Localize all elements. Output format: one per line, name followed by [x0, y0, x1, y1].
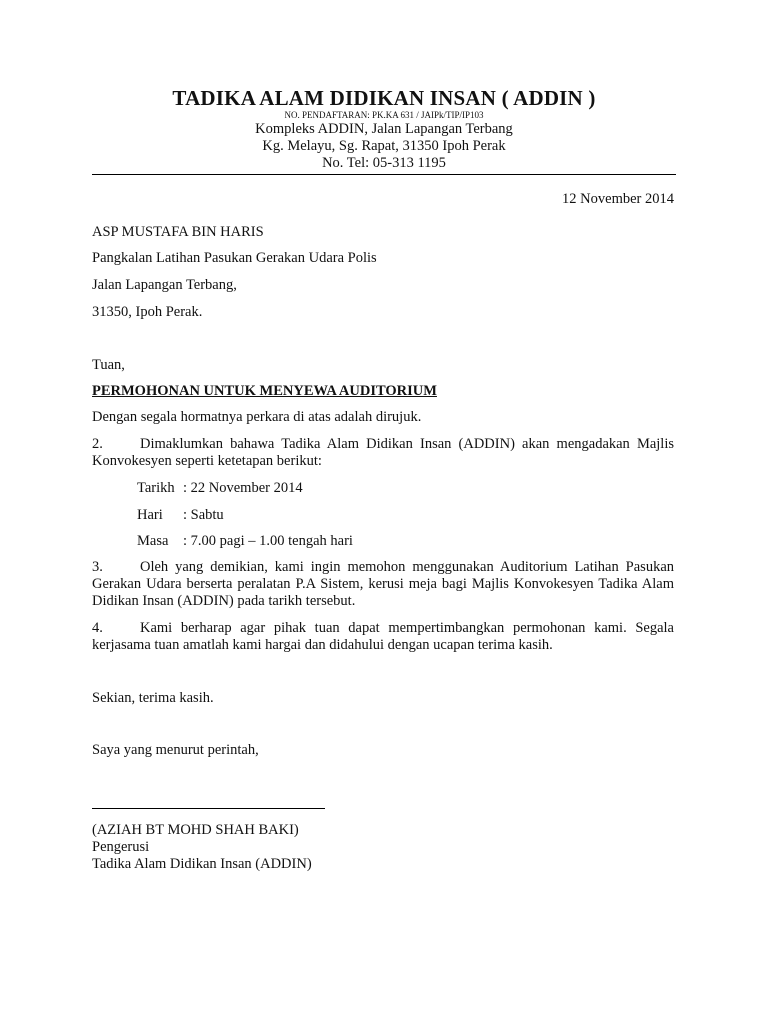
paragraph-2-number: 2. [92, 436, 103, 452]
recipient-line-1: Pangkalan Latihan Pasukan Gerakan Udara Polis [92, 250, 377, 266]
signatory-position: Pengerusi [92, 839, 150, 855]
detail-day-label: Hari [137, 507, 163, 523]
paragraph-3-number: 3. [92, 559, 103, 575]
registration-number: NO. PENDAFTARAN: PK.KA 631 / JAIPk/TIP/IP103 [284, 110, 484, 120]
signoff-text: Saya yang menurut perintah, [92, 742, 259, 758]
detail-day-value: : Sabtu [183, 507, 224, 523]
intro-paragraph: Dengan segala hormatnya perkara di atas adalah dirujuk. [92, 409, 422, 425]
detail-row-day [137, 507, 224, 524]
recipient-line-2: Jalan Lapangan Terbang, [92, 277, 237, 293]
paragraph-4-number: 4. [92, 620, 103, 636]
letter-date: 12 November 2014 [562, 191, 674, 207]
paragraph-3 [92, 559, 674, 610]
address-line-1: Kompleks ADDIN, Jalan Lapangan Terbang [255, 121, 513, 137]
closing-text: Sekian, terima kasih. [92, 690, 214, 706]
detail-date-label: Tarikh [137, 480, 175, 496]
paragraph-2-text: Dimaklumkan bahawa Tadika Alam Didikan Insan (ADDIN) akan mengadakan Majlis Konvokesyen seperti ketetapan berikut: [92, 436, 674, 469]
paragraph-4-text: Kami berharap agar pihak tuan dapat mempertimbangkan permohonan kami. Segala kerjasama tuan amatlah kami hargai dan didahului dengan ucapan terima kasih. [92, 620, 674, 653]
salutation: Tuan, [92, 357, 125, 373]
detail-date-value: : 22 November 2014 [183, 480, 303, 496]
paragraph-4 [92, 620, 674, 654]
detail-time-label: Masa [137, 533, 169, 549]
recipient-name: ASP MUSTAFA BIN HARIS [92, 224, 264, 240]
paragraph-2 [92, 436, 674, 470]
signature-line [92, 808, 325, 809]
recipient-line-3: 31350, Ipoh Perak. [92, 304, 203, 320]
detail-row-date [137, 480, 303, 497]
phone-number: No. Tel: 05-313 1195 [322, 155, 446, 171]
detail-row-time [137, 533, 353, 550]
letterhead-title: TADIKA ALAM DIDIKAN INSAN ( ADDIN ) [172, 86, 596, 110]
address-line-2: Kg. Melayu, Sg. Rapat, 31350 Ipoh Perak [262, 138, 506, 154]
letterhead-divider [92, 174, 676, 175]
signatory-name: (AZIAH BT MOHD SHAH BAKI) [92, 822, 299, 838]
subject-heading: PERMOHONAN UNTUK MENYEWA AUDITORIUM [92, 383, 437, 399]
paragraph-3-text: Oleh yang demikian, kami ingin memohon menggunakan Auditorium Latihan Pasukan Gerakan Udara berserta peralatan P.A Sistem, kerusi meja bagi Majlis Konvokesyen Tadika Alam Didikan Insan (ADDIN) pada tarikh tersebut. [92, 559, 674, 609]
detail-time-value: : 7.00 pagi – 1.00 tengah hari [183, 533, 353, 549]
signatory-organization: Tadika Alam Didikan Insan (ADDIN) [92, 856, 312, 872]
